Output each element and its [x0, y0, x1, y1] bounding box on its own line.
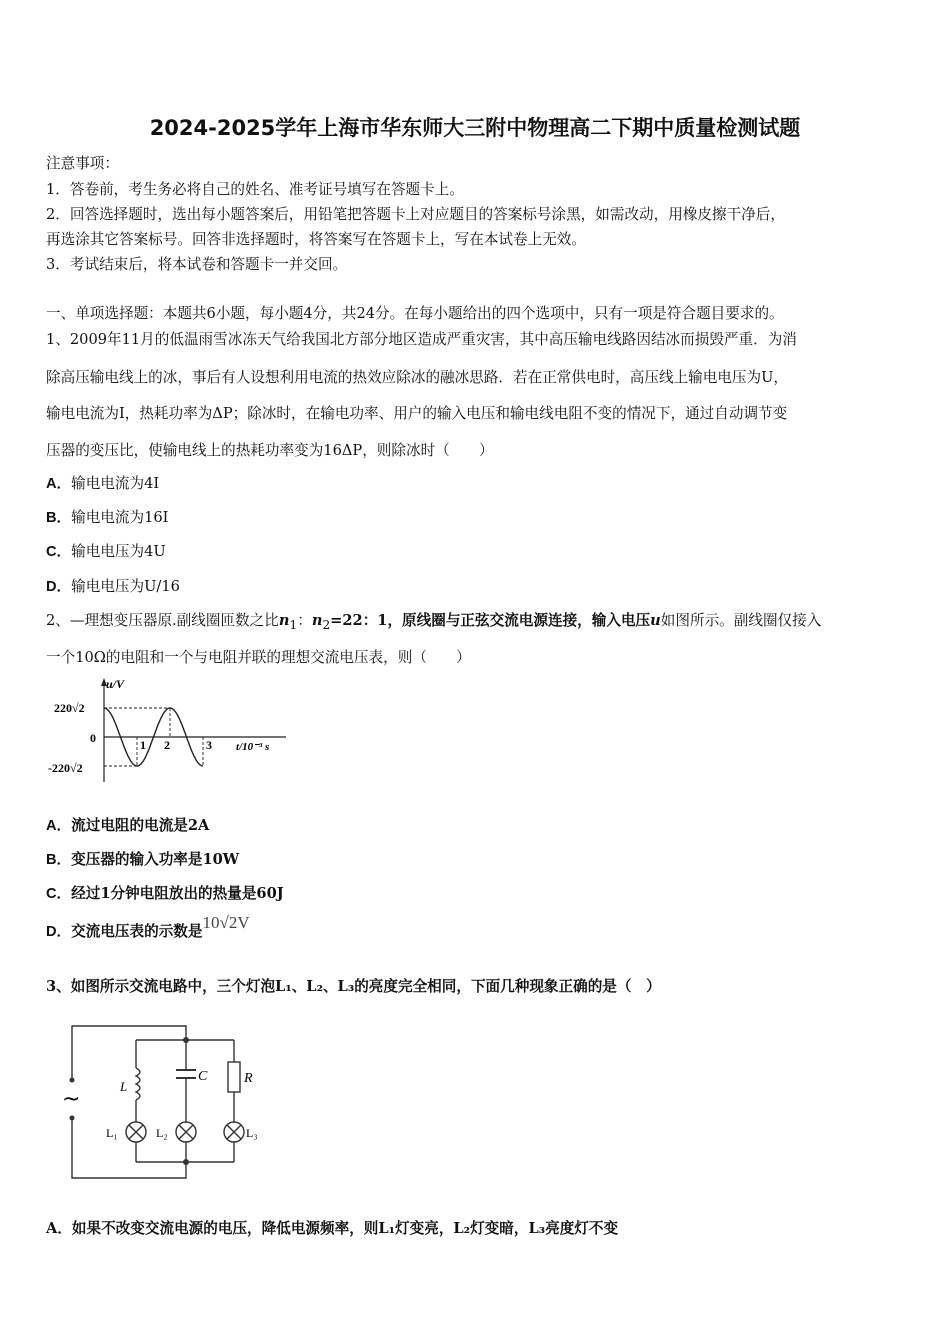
y-max-label: 220√2	[54, 701, 85, 715]
question-2-option-a[interactable]	[46, 814, 209, 835]
option-text: 流过电阻的电流是2A	[71, 817, 210, 834]
origin-label: 0	[90, 731, 96, 745]
notice-heading: 注意事项：	[46, 155, 119, 172]
capacitor-label: C	[198, 1069, 208, 1084]
resistor-label: R	[244, 1071, 253, 1086]
q2-sub1: 1	[289, 617, 298, 632]
q2-sub2: 2	[322, 617, 331, 632]
q2-ratio: =22：1，原线圈与正弦交流电源连接，输入电压	[330, 612, 651, 629]
q2-u: u	[650, 612, 661, 629]
wire	[72, 1118, 186, 1178]
page-title: 2024-2025学年上海市华东师大三附中物理高二下期中质量检测试题	[149, 116, 801, 140]
junction-dot	[183, 1037, 189, 1043]
question-2-option-b[interactable]	[46, 848, 239, 869]
question-2-line: 一个10Ω的电阻和一个与电阻并联的理想交流电压表，则（ ）	[46, 649, 471, 666]
option-label: D．	[46, 924, 72, 940]
junction-dot	[183, 1159, 189, 1165]
question-1-line: 压器的变压比，使输电线上的热耗功率变为16ΔP，则除冰时（ ）	[46, 442, 494, 459]
lamp-label: L₁	[106, 1126, 118, 1140]
option-label: A．	[46, 476, 72, 492]
q2-colon: ：	[297, 612, 312, 629]
option-text: 交流电压表的示数是	[71, 923, 203, 940]
ac-circuit-diagram	[56, 1018, 276, 1188]
wire	[72, 1026, 186, 1080]
q2-text: 2、—理想变压器原.副线圈匝数之比	[46, 612, 279, 629]
lamp-label: L₂	[156, 1126, 168, 1140]
option-text: 输电电流为4I	[71, 475, 160, 492]
question-1-option-c[interactable]	[46, 540, 166, 561]
q2-text-b: 如图所示。副线圈仅接入	[660, 612, 822, 629]
option-label: A．	[46, 818, 72, 834]
y-min-label: -220√2	[48, 761, 83, 775]
inductor-coil	[136, 1068, 140, 1100]
question-3-option-a[interactable]: A．如果不改变交流电源的电压，降低电源频率，则L₁灯变亮，L₂灯变暗，L₃亮度灯不变	[46, 1220, 619, 1237]
question-1-option-d[interactable]	[46, 575, 180, 596]
source-terminal	[70, 1078, 75, 1083]
lamp-label: L₃	[246, 1126, 258, 1140]
x-tick-label: 2	[164, 738, 170, 752]
y-axis-label: u/V	[106, 677, 125, 691]
q2-n2: n	[311, 612, 323, 629]
resistor-body	[228, 1062, 240, 1092]
option-math: 10√2V	[202, 913, 250, 932]
question-1-option-b[interactable]	[46, 506, 168, 527]
q2-n1: n	[278, 612, 290, 629]
question-3-stem: 3、如图所示交流电路中，三个灯泡L₁、L₂、L₃的亮度完全相同，下面几种现象正确的是（ ）	[46, 978, 661, 995]
source-terminal	[70, 1116, 75, 1121]
option-text: 输电电压为4U	[71, 543, 166, 560]
option-label: B．	[46, 852, 72, 868]
option-text: 经过1分钟电阻放出的热量是60J	[71, 885, 284, 902]
option-label: C．	[46, 886, 72, 902]
option-text: 输电电流为16I	[71, 509, 169, 526]
option-label: C．	[46, 544, 72, 560]
x-axis-label: t/10⁻³ s	[236, 741, 270, 753]
notice-item: 3．考试结束后，将本试卷和答题卡一并交回。	[46, 256, 348, 273]
ac-source-symbol: ~	[62, 1087, 81, 1112]
option-text: 输电电压为U/16	[71, 578, 180, 595]
notice-item: 2．回答选择题时，选出每小题答案后，用铅笔把答题卡上对应题目的答案标号涂黑，如需改动，用橡皮擦干净后，	[46, 206, 785, 223]
option-label: B．	[46, 510, 72, 526]
voltage-waveform-graph	[46, 674, 306, 784]
question-1-line: 输电电流为I，热耗功率为ΔP；除冰时，在输电功率、用户的输入电压和输电线电阻不变的情况下，通过自动调节变	[46, 405, 788, 422]
question-1-line: 除高压输电线上的冰，事后有人设想利用电流的热效应除冰的融冰思路．若在正常供电时，高压线上输电电压为U，	[46, 369, 788, 386]
option-label: D．	[46, 579, 72, 595]
question-2-line	[46, 609, 821, 632]
option-text: 变压器的输入功率是10W	[71, 851, 240, 868]
question-2-option-c[interactable]	[46, 882, 284, 903]
x-tick-label: 3	[206, 738, 212, 752]
question-1-option-a[interactable]	[46, 472, 159, 493]
inductor-label: L	[120, 1079, 128, 1094]
x-tick-label: 1	[140, 738, 146, 752]
notice-item: 1．答卷前，考生务必将自己的姓名、准考证号填写在答题卡上。	[46, 181, 464, 198]
notice-item: 再选涂其它答案标号。回答非选择题时，将答案写在答题卡上，写在本试卷上无效。	[46, 231, 586, 248]
section-heading: 一、单项选择题：本题共6小题，每小题4分，共24分。在每小题给出的四个选项中，只有一项是符合题目要求的。	[46, 305, 784, 322]
question-1-line: 1、2009年11月的低温雨雪冰冻天气给我国北方部分地区造成严重灾害，其中高压输电线路因结冰而损毁严重．为消	[46, 331, 797, 348]
question-2-option-d[interactable]	[46, 913, 250, 941]
